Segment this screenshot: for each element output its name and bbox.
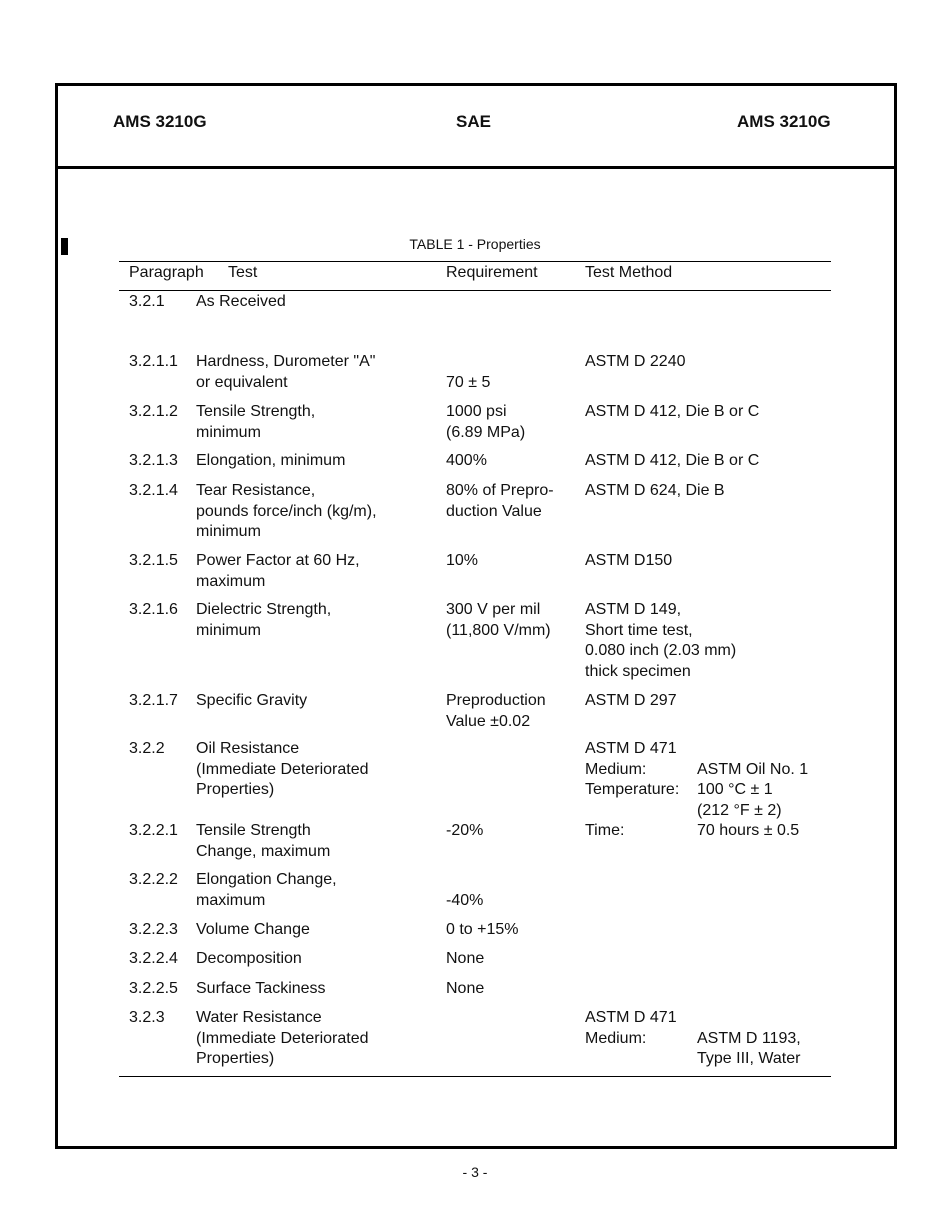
row-test: Dielectric Strength, minimum bbox=[196, 601, 332, 639]
row-paragraph: 3.2.2.2 bbox=[129, 871, 178, 888]
row-requirement: Preproduction Value ±0.02 bbox=[446, 692, 546, 730]
row-method-value: ASTM D 1193, Type III, Water bbox=[697, 1029, 801, 1067]
header-org: SAE bbox=[456, 112, 491, 131]
row-paragraph: 3.2.1 bbox=[129, 293, 165, 310]
row-test-method: ASTM D 297 bbox=[585, 692, 677, 709]
row-paragraph: 3.2.2.4 bbox=[129, 950, 178, 967]
row-paragraph: 3.2.2.5 bbox=[129, 980, 178, 997]
table-bottom-rule bbox=[119, 1076, 831, 1077]
row-paragraph: 3.2.1.4 bbox=[129, 482, 178, 499]
row-test: Power Factor at 60 Hz, maximum bbox=[196, 552, 360, 590]
row-requirement: 10% bbox=[446, 552, 479, 569]
row-requirement: 1000 psi (6.89 MPa) bbox=[446, 403, 526, 441]
row-test: Oil Resistance (Immediate Deteriorated Properties) bbox=[196, 740, 369, 798]
table-title: TABLE 1 - Properties bbox=[409, 236, 541, 252]
col-header-test: Test bbox=[228, 264, 258, 281]
col-header-requirement: Requirement bbox=[446, 264, 538, 281]
row-test-method: ASTM D 412, Die B or C bbox=[585, 452, 760, 469]
row-test-method: Time: bbox=[585, 822, 625, 839]
row-requirement: 80% of Prepro- duction Value bbox=[446, 482, 554, 520]
row-test: Tear Resistance, pounds force/inch (kg/m), minimum bbox=[196, 482, 377, 540]
page-number: - 3 - bbox=[462, 1164, 488, 1180]
row-test-method: ASTM D 471 Medium: bbox=[585, 1009, 677, 1047]
row-test: Specific Gravity bbox=[196, 692, 308, 709]
row-test: Decomposition bbox=[196, 950, 302, 967]
col-header-paragraph: Paragraph bbox=[129, 264, 204, 281]
row-test-method: ASTM D150 bbox=[585, 552, 673, 569]
row-test: Elongation Change, maximum bbox=[196, 871, 337, 909]
row-test: Water Resistance (Immediate Deteriorated Properties) bbox=[196, 1009, 369, 1067]
row-test: Elongation, minimum bbox=[196, 452, 346, 469]
row-requirement: 400% bbox=[446, 452, 487, 469]
row-requirement: None bbox=[446, 950, 485, 967]
table-top-rule bbox=[119, 261, 831, 262]
row-paragraph: 3.2.3 bbox=[129, 1009, 165, 1026]
row-paragraph: 3.2.2.1 bbox=[129, 822, 178, 839]
row-test-method: ASTM D 412, Die B or C bbox=[585, 403, 760, 420]
row-test: Surface Tackiness bbox=[196, 980, 326, 997]
row-paragraph: 3.2.2.3 bbox=[129, 921, 178, 938]
row-method-value: ASTM Oil No. 1 100 °C ± 1 (212 °F ± 2) bbox=[697, 760, 809, 819]
row-test-method: ASTM D 471 Medium: Temperature: bbox=[585, 740, 680, 798]
row-test: Hardness, Durometer "A" or equivalent bbox=[196, 353, 376, 391]
row-test-method: ASTM D 2240 bbox=[585, 353, 686, 370]
row-requirement: 70 ± 5 bbox=[446, 373, 491, 391]
row-paragraph: 3.2.1.7 bbox=[129, 692, 178, 709]
row-requirement: -20% bbox=[446, 822, 484, 839]
row-paragraph: 3.2.1.3 bbox=[129, 452, 178, 469]
row-test: Volume Change bbox=[196, 921, 310, 938]
row-requirement: 300 V per mil (11,800 V/mm) bbox=[446, 601, 551, 639]
row-test-method: ASTM D 624, Die B bbox=[585, 482, 725, 499]
row-paragraph: 3.2.1.2 bbox=[129, 403, 178, 420]
row-paragraph: 3.2.1.5 bbox=[129, 552, 178, 569]
row-requirement: -40% bbox=[446, 891, 484, 909]
row-test: Tensile Strength, minimum bbox=[196, 403, 316, 441]
table-header-rule bbox=[119, 290, 831, 291]
row-paragraph: 3.2.2 bbox=[129, 740, 165, 757]
row-paragraph: 3.2.1.6 bbox=[129, 601, 178, 618]
row-requirement: 0 to +15% bbox=[446, 921, 519, 938]
row-test-method: ASTM D 149, Short time test, 0.080 inch (2.03 mm) thick specimen bbox=[585, 601, 737, 680]
row-requirement: None bbox=[446, 980, 485, 997]
header-doc-id-left: AMS 3210G bbox=[113, 112, 207, 131]
header-doc-id-right: AMS 3210G bbox=[737, 112, 831, 131]
row-test: As Received bbox=[196, 293, 286, 310]
row-method-value: 70 hours ± 0.5 bbox=[697, 822, 800, 839]
row-test: Tensile Strength Change, maximum bbox=[196, 822, 331, 860]
row-paragraph: 3.2.1.1 bbox=[129, 353, 178, 370]
header-divider bbox=[58, 166, 894, 169]
col-header-test-method: Test Method bbox=[585, 264, 673, 281]
